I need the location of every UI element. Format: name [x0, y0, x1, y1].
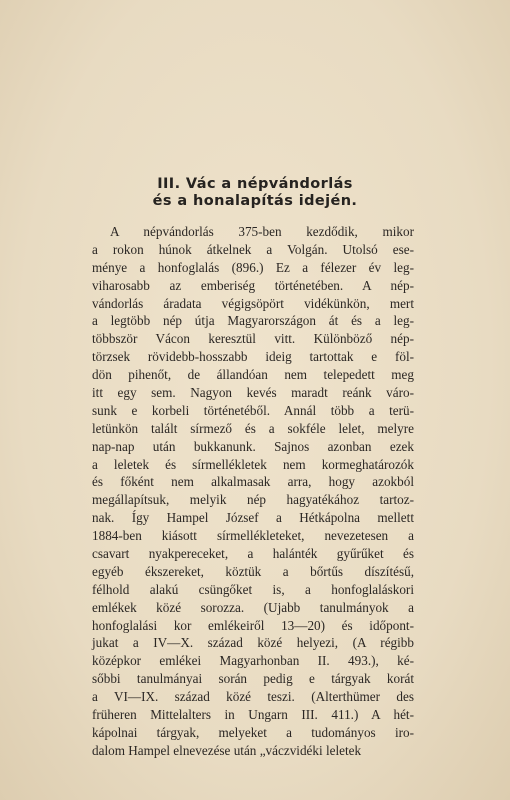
text-line: törzsek rövidebb-hosszabb ideig tartottak e föl-: [92, 349, 414, 365]
text-line: a rokon húnok átkelnek a Volgán. Utolsó ese-: [92, 241, 414, 257]
text-line: viharosabb az emberiség történetében. A nép-: [92, 277, 414, 293]
text-line: letünkön talált sírmező és a sokféle lelet, melyre: [92, 420, 414, 436]
text-line: megállapítsuk, melyik nép hagyatékához tartoz-: [92, 492, 414, 508]
text-line: 1884-ben kiásott sírmellékleteket, nevezetesen a: [92, 528, 414, 544]
text-line: ménye a honfoglalás (896.) Ez a félezer év leg-: [92, 259, 414, 275]
text-line: nak. Így Hampel József a Hétkápolna mellett: [92, 510, 414, 526]
body-paragraph: [92, 223, 414, 760]
text-line: sőbbi tanulmányai során pedig e tárgyak korát: [92, 671, 414, 687]
text-line: dalom Hampel elnevezése után „váczvidéki leletek: [92, 742, 362, 758]
text-line: nap-nap után bukkanunk. Sajnos azonban ezek: [92, 438, 414, 454]
text-line: honfoglalási kor emlékeiről 13—20) és időpont-: [92, 617, 414, 633]
text-line: többször Vácon keresztül vitt. Különböző nép-: [92, 331, 414, 347]
text-line: früheren Mittelalters in Ungarn III. 411.) A hét-: [92, 707, 414, 723]
chapter-title-line-1: III. Vác a népvándorlás: [157, 176, 353, 192]
text-line: a leletek és sírmellékletek nem kormeghatározók: [92, 456, 414, 472]
chapter-title-line-2: és a honalapítás idején.: [152, 193, 358, 209]
text-line: és főként nem alkalmasak arra, hogy azokból: [92, 474, 414, 490]
text-line: kápolnai tárgyak, melyeket a tudományos iro-: [92, 724, 414, 740]
text-line: sunk e korbeli történetéből. Annál több a terü-: [92, 402, 414, 418]
text-line: csavart nyakpereceket, a halánték gyűrűket és: [92, 546, 414, 562]
text-line: a VI—IX. század közé teszi. (Alterthümer des: [92, 689, 414, 705]
text-line: itt egy sem. Nagyon kevés maradt reánk váro-: [92, 385, 414, 401]
text-line: egyéb ékszereket, köztük a bőrtűs díszítésű,: [92, 563, 414, 579]
chapter-title: [0, 176, 510, 210]
text-line: jukat a IV—X. század közé helyezi, (A régibb: [92, 635, 414, 651]
text-line: félhold alakú csüngőket is, a honfoglaláskori: [92, 581, 414, 597]
text-line: emlékek közé sorozza. (Ujabb tanulmányok a: [92, 599, 414, 615]
text-line: a legtöbb nép útja Magyarországon át és a leg-: [92, 313, 414, 329]
text-line: dön pihenőt, de állandóan nem telepedett meg: [92, 367, 414, 383]
text-line: vándorlás áradata végigsöpört vidékünkön, mert: [92, 295, 414, 311]
text-line: A népvándorlás 375-ben kezdődik, mikor: [110, 224, 414, 239]
text-line: középkor emlékei Magyarhonban II. 493.), ké-: [92, 653, 414, 669]
